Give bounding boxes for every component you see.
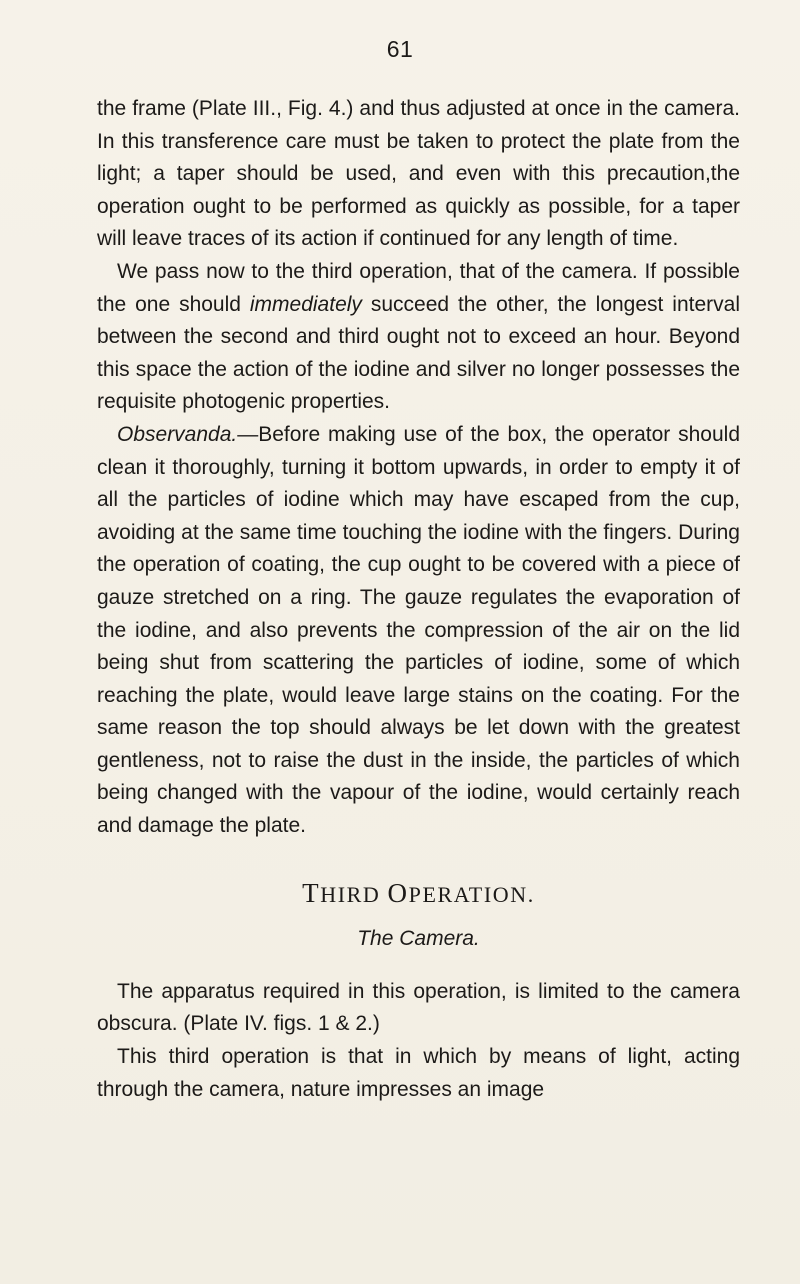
paragraph-transference: the frame (Plate III., Fig. 4.) and thus adjusted at once in the camera. In this transference care must be taken to protect the plate from the light; a taper should be used, and even with this precaution,the operation ought to be performed as quickly as possible, for a taper will leave traces of its action if continued for any length of time. [97, 97, 740, 251]
paragraph-text: succeed the other, the longest interval between the second and third ought not to exceed an hour. Beyond this space the action of the iodine and silver no longer possesses the requisite photogenic properties. [97, 292, 740, 414]
paragraph-text: —Before making use of the box, the operator should clean it thoroughly, turning it bottom upwards, in order to empty it of all the particles of iodine which may have escaped from the cup, avoiding at the same time touching the iodine with the fingers. During the operation of coating, the cup ought to be covered with a piece of gauze stretched on a ring. The gauze regulates the evaporation of the iodine, and also prevents the compression of the air on the lid being shut from scattering the particles of iodine, some of which reaching the plate, would leave large stains on the coating. For the same reason the top should always be let down with the greatest gentleness, not to raise the dust in the inside, the particles of which being changed with the vapour of the iodine, would certainly reach and damage the plate. [97, 422, 740, 838]
section-heading [97, 877, 740, 912]
emphasis-observanda: Observanda. [117, 422, 238, 446]
heading-smallcaps: PERATION. [408, 881, 535, 907]
heading-capital: T [302, 877, 321, 908]
heading-capital: O [387, 877, 409, 908]
paragraph-apparatus: The apparatus required in this operation, is limited to the camera obscura. (Plate IV. figs. 1 & 2.) [97, 979, 740, 1036]
paragraph-third-operation-definition: This third operation is that in which by means of light, acting through the camera, nature impresses an image [97, 1045, 740, 1101]
heading-smallcaps: HIRD [320, 881, 388, 907]
paragraph-text: We pass now to the third operation, that of the camera. If possible the one should [97, 259, 740, 316]
paragraph-observanda [97, 419, 740, 843]
paragraph-third-operation-intro [97, 256, 740, 419]
section-subheading: The Camera. [357, 927, 480, 951]
emphasis-immediately: immediately [249, 292, 362, 316]
page-number: 61 [386, 36, 414, 62]
body-text [97, 93, 740, 1106]
